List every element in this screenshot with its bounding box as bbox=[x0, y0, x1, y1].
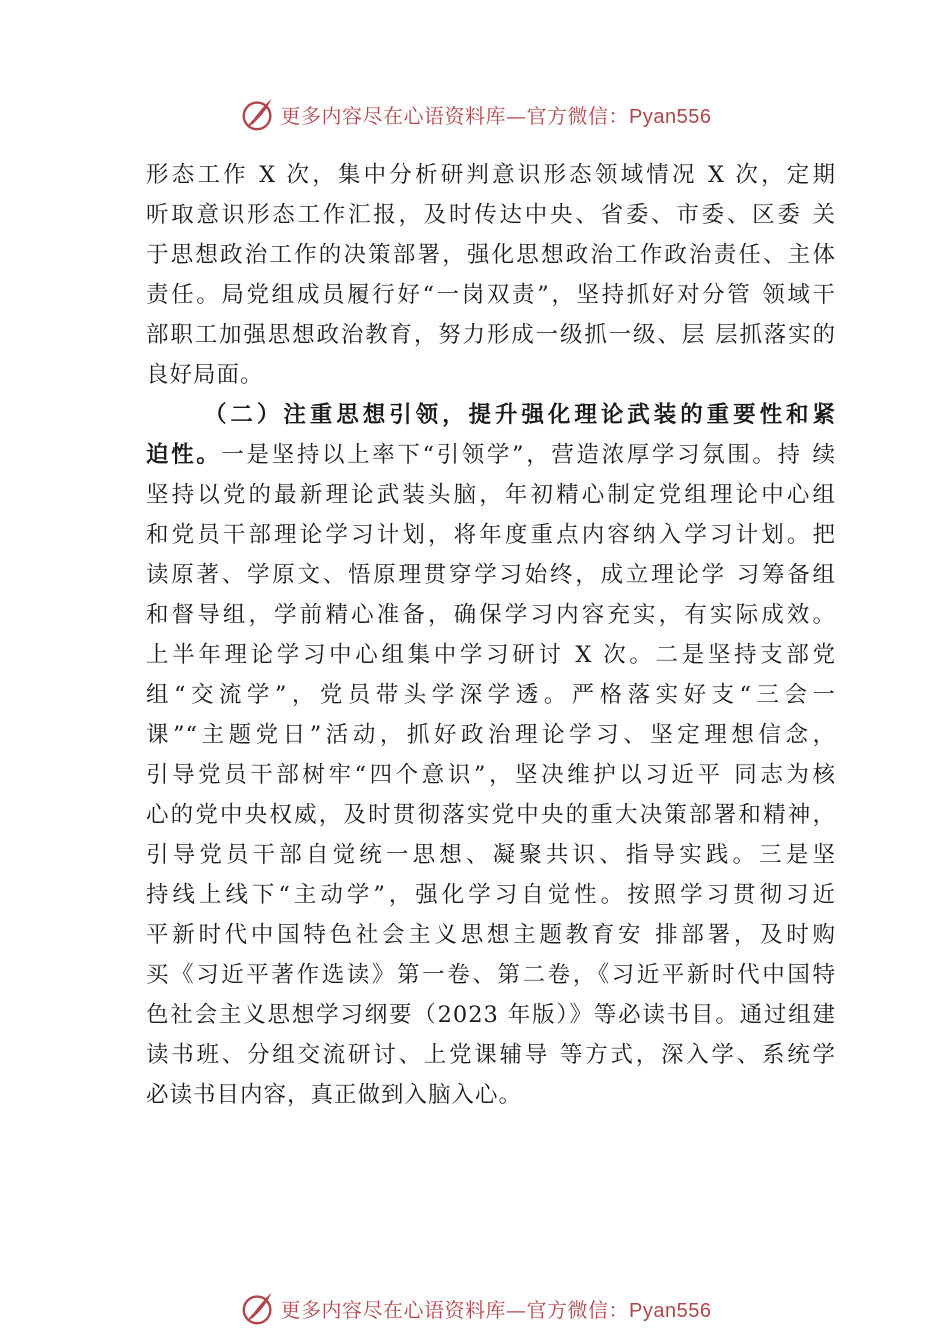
header-banner bbox=[0, 94, 950, 134]
text-line: 读原著、学原文、悟原理贯穿学习始终，成立理论学 习筹备组 bbox=[146, 562, 836, 588]
text-line: 必读书目内容，真正做到入脑入心。 bbox=[146, 1082, 523, 1108]
wechat-account: Pyan556 bbox=[629, 105, 712, 128]
banner-text bbox=[281, 1294, 712, 1323]
section-heading: （二）注重思想引领，提升强化理论武装的重要性和紧 bbox=[204, 402, 836, 428]
text-line: 色社会主义思想学习纲要（2023 年版）》等必读书目。通过组建 bbox=[146, 1002, 836, 1028]
text-line: 部职工加强思想政治教育，努力形成一级抓一级、层 层抓落实的 bbox=[146, 322, 836, 348]
banner-label: 更多内容尽在心语资料库—官方微信： bbox=[280, 1297, 630, 1322]
wechat-account: Pyan556 bbox=[629, 1299, 712, 1322]
text-line: 形态工作 X 次，集中分析研判意识形态领域情况 X 次，定期 bbox=[146, 162, 836, 188]
text-line: 买《习近平著作选读》第一卷、第二卷，《习近平新时代中国特 bbox=[146, 962, 836, 988]
document-body bbox=[146, 155, 836, 1115]
quill-seal-icon bbox=[239, 1289, 277, 1327]
text-line: 组“交流学”，党员带头学深学透。严格落实好支“三会一 bbox=[146, 682, 836, 708]
text-line: 责任。局党组成员履行好“一岗双责”，坚持抓好对分管 领域干 bbox=[146, 282, 836, 308]
text-line: 上半年理论学习中心组集中学习研讨 X 次。二是坚持支部党 bbox=[146, 642, 836, 668]
text-line: 心的党中央权威，及时贯彻落实党中央的重大决策部署和精神， bbox=[146, 802, 836, 828]
text-line: 坚持以党的最新理论武装头脑，年初精心制定党组理论中心组 bbox=[146, 482, 836, 508]
text-line-rest: 一是坚持以上率下“引领学”，营造浓厚学习氛围。持 续 bbox=[221, 442, 836, 468]
text-line: 于思想政治工作的决策部署，强化思想政治工作政治责任、主体 bbox=[146, 242, 836, 268]
text-line: 引导党员干部树牢“四个意识”，坚决维护以习近平 同志为核 bbox=[146, 762, 836, 788]
paragraph-2 bbox=[146, 395, 836, 1115]
text-line: 和党员干部理论学习计划，将年度重点内容纳入学习计划。把 bbox=[146, 522, 836, 548]
text-line: 引导党员干部自觉统一思想、凝聚共识、指导实践。三是坚 bbox=[146, 842, 836, 868]
text-line bbox=[146, 435, 836, 475]
text-line: 良好局面。 bbox=[146, 362, 264, 388]
text-line: 持线上线下“主动学”，强化学习自觉性。按照学习贯彻习近 bbox=[146, 882, 836, 908]
text-line: 和督导组，学前精心准备，确保学习内容充实，有实际成效。 bbox=[146, 602, 836, 628]
text-line: 课”“主题党日”活动，抓好政治理论学习、坚定理想信念， bbox=[146, 722, 836, 748]
banner-text bbox=[281, 100, 712, 129]
quill-seal-icon bbox=[239, 95, 277, 133]
text-line: 平新时代中国特色社会主义思想主题教育安 排部署，及时购 bbox=[146, 922, 836, 948]
section-heading-cont: 迫性。 bbox=[146, 442, 222, 468]
paragraph-1 bbox=[146, 155, 836, 395]
text-line: 听取意识形态工作汇报，及时传达中央、省委、市委、区委 关 bbox=[146, 202, 836, 228]
text-line: 读书班、分组交流研讨、上党课辅导 等方式，深入学、系统学 bbox=[146, 1042, 836, 1068]
footer-banner bbox=[0, 1288, 950, 1328]
banner-label: 更多内容尽在心语资料库—官方微信： bbox=[280, 103, 630, 128]
